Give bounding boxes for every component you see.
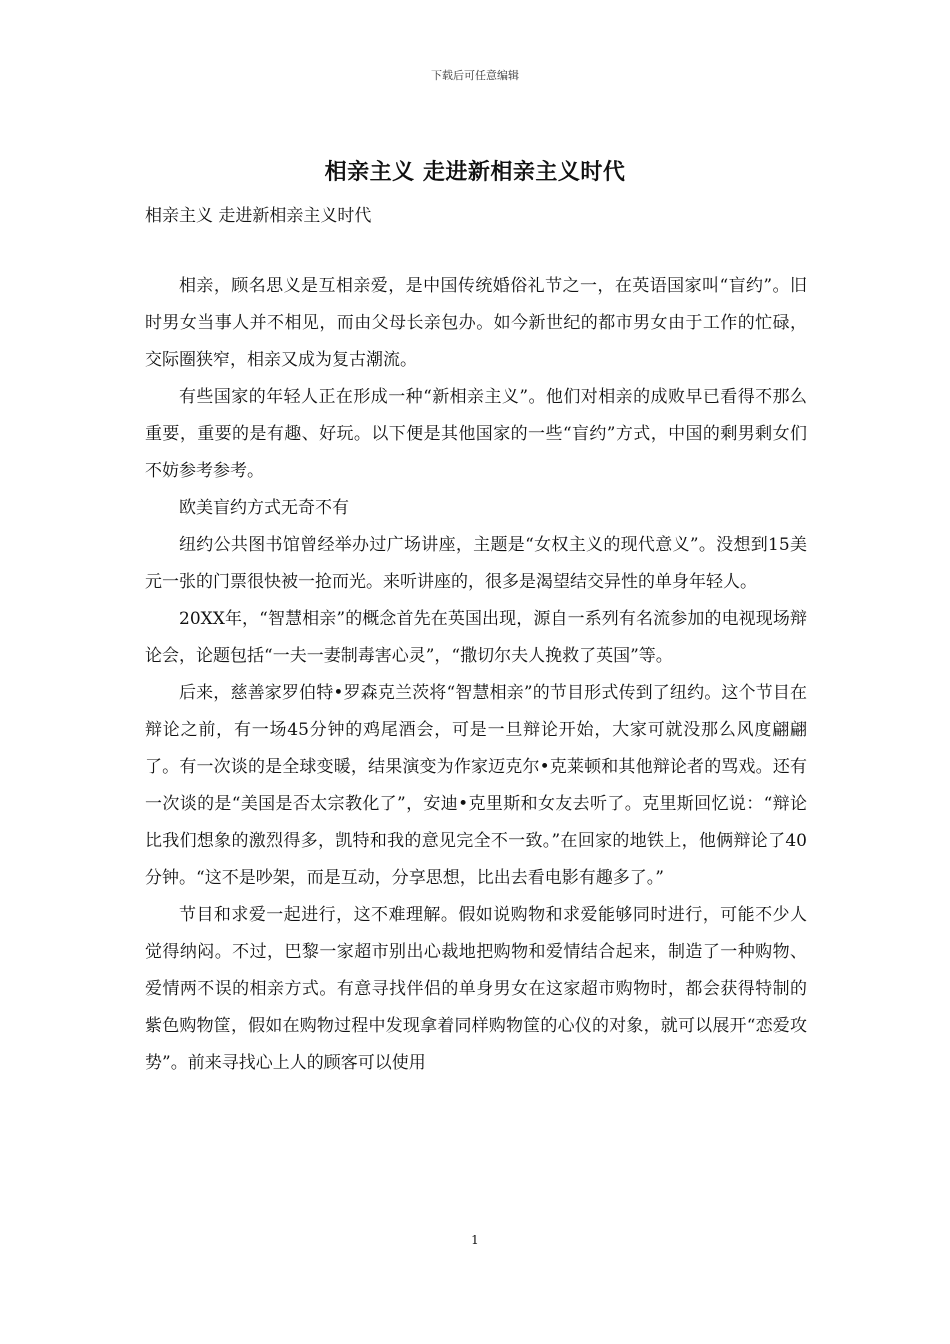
paragraph-intro: 相亲，顾名思义是互相亲爱，是中国传统婚俗礼节之一，在英语国家叫“盲约”。旧时男女当事人并不相见，而由父母长亲包办。如今新世纪的都市男女由于工作的忙碌，交际圈狭窄，相亲又成为复古潮流。 (145, 276, 807, 370)
document-subtitle: 相亲主义 走进新相亲主义时代 (145, 206, 372, 226)
paragraph-smart-dating: 20XX年，“智慧相亲”的概念首先在英国出现，源自一系列有名流参加的电视现场辩论会，论题包括“一夫一妻制毒害心灵”，“撒切尔夫人挽救了英国”等。 (145, 609, 807, 666)
page-number: 1 (471, 1233, 479, 1247)
document-title: 相亲主义 走进新相亲主义时代 (324, 159, 626, 185)
paragraph-new-york-library: 纽约公共图书馆曾经举办过广场讲座，主题是“女权主义的现代意义”。没想到15美元一张的门票很快被一抢而光。来听讲座的，很多是渴望结交异性的单身年轻人。 (145, 535, 807, 592)
document-body (145, 268, 807, 1082)
header-note: 下载后可任意编辑 (431, 69, 519, 82)
paragraph-new-matchmaking: 有些国家的年轻人正在形成一种“新相亲主义”。他们对相亲的成败早已看得不那么重要，重要的是有趣、好玩。以下便是其他国家的一些“盲约”方式，中国的剩男剩女们不妨参考参考。 (145, 387, 807, 481)
paragraph-debate-program: 后来，慈善家罗伯特•罗森克兰茨将“智慧相亲”的节目形式传到了纽约。这个节目在辩论之前，有一场45分钟的鸡尾酒会，可是一旦辩论开始，大家可就没那么风度翩翩了。有一次谈的是全球变暖，结果演变为作家迈克尔•克莱顿和其他辩论者的骂戏。还有一次谈的是“美国是否太宗教化了”，安迪•克里斯和女友去听了。克里斯回忆说：“辩论比我们想象的激烈得多，凯特和我的意见完全不一致。”在回家的地铁上，他俩辩论了40分钟。“这不是吵架，而是互动，分享思想，比出去看电影有趣多了。” (145, 683, 807, 888)
section-heading-western: 欧美盲约方式无奇不有 (179, 498, 349, 518)
paragraph-supermarket: 节目和求爱一起进行，这不难理解。假如说购物和求爱能够同时进行，可能不少人觉得纳闷。不过，巴黎一家超市别出心裁地把购物和爱情结合起来，制造了一种购物、爱情两不误的相亲方式。有意寻找伴侣的单身男女在这家超市购物时，都会获得特制的紫色购物筐，假如在购物过程中发现拿着同样购物筐的心仪的对象，就可以展开“恋爱攻势”。前来寻找心上人的顾客可以使用 (145, 905, 807, 1073)
